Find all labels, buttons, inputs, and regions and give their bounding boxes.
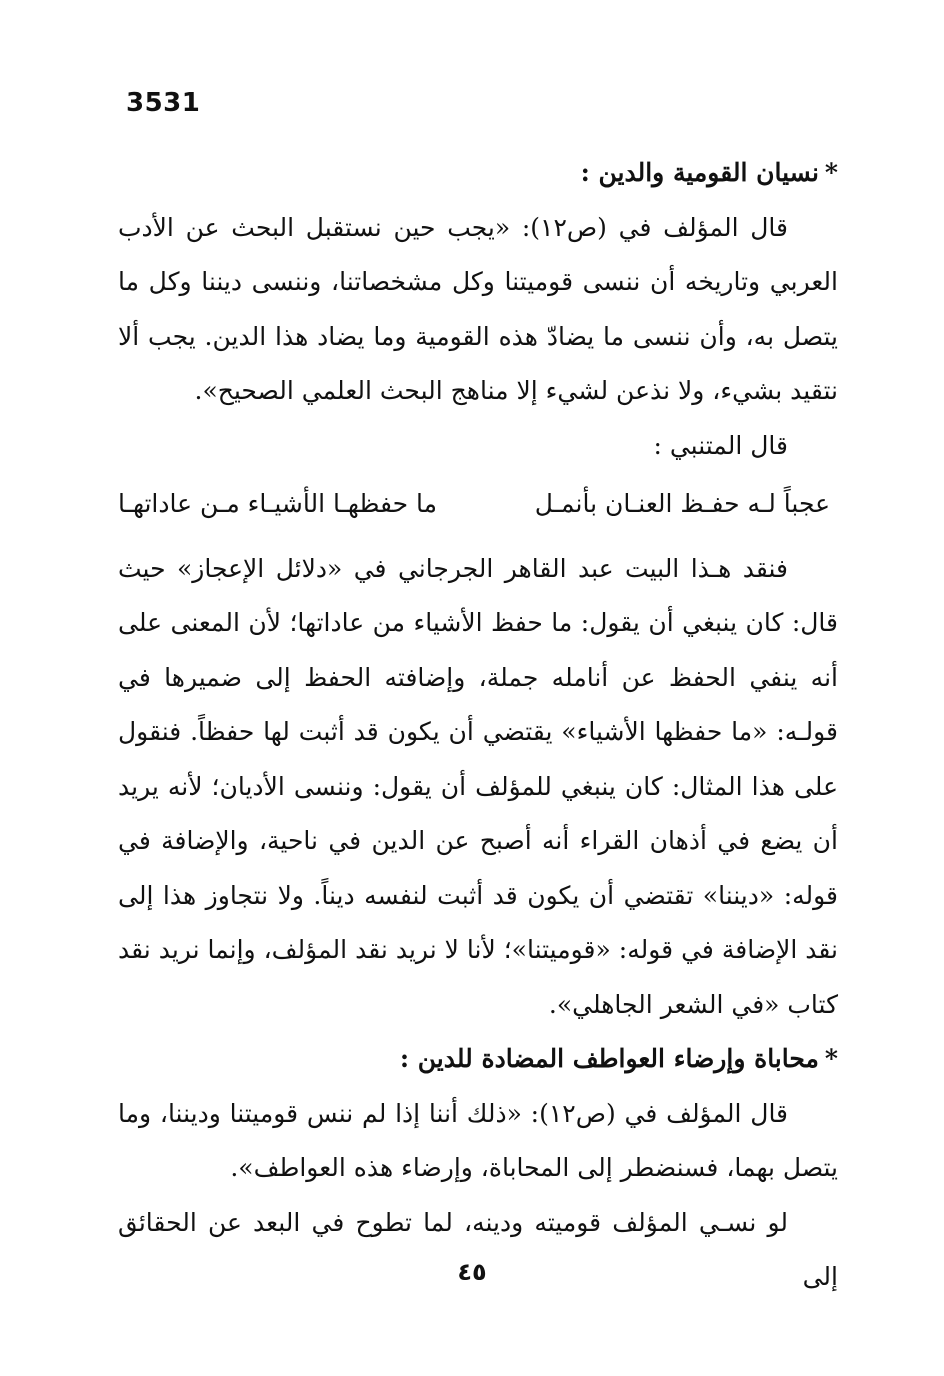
page-folio-number: ٤٥ xyxy=(457,1258,487,1286)
page-code: 3531 xyxy=(126,88,201,118)
asterisk-bullet-icon: * xyxy=(824,1044,838,1073)
paragraph-jurjani-critique: فنقد هـذا البيت عبد القاهر الجرجاني في «دلائل الإعجاز» حيث قال: كان ينبغي أن يقول: ما حفظ الأشياء من عاداتها؛ لأن المعنى على أنه ينفي الحفظ عن أنامله جملة، وإضافته الحفظ إلى ضميرها في قولـه: «ما حفظها الأشياء» يقتضي أن يكون قد أثبت لها حفظاً. فنقول على هذا المثال: كان ينبغي للمؤلف أن يقول: وننسى الأديان؛ لأنه يريد أن يضع في أذهان القراء أنه أصبح عن الدين في ناحية، والإضافة في قوله: «ديننا» تقتضي أن يكون قد أثبت لنفسه ديناً. ولا نتجاوز هذا إلى نقد الإضافة في قوله: «قوميتنا»؛ لأنا لا نريد نقد المؤلف، وإنما نريد نقد كتاب «في الشعر الجاهلي». xyxy=(118,553,838,1019)
paragraph-quote-author-2: قال المؤلف في (ص١٢): «ذلك أننا إذا لم ننس قوميتنا وديننا، وما يتصل بهما، فسنضطر إلى المحاباة، وإرضاء هذه العواطف». xyxy=(118,1098,838,1182)
section-heading-text: نسيان القومية والدين : xyxy=(580,158,819,187)
poetry-verse xyxy=(118,477,838,532)
asterisk-bullet-icon: * xyxy=(824,158,838,187)
paragraph-response: لو نسـي المؤلف قوميته ودينه، لما تطوح في البعد عن الحقائق إلى xyxy=(118,1207,838,1291)
paragraph-mutanabbi-intro: قال المتنبي : xyxy=(653,430,788,460)
paragraph-quote-author: قال المؤلف في (ص١٢): «يجب حين نستقبل البحث عن الأدب العربي وتاريخه أن ننسى قوميتنا وكل مشخصاتنا، وننسى ديننا وكل ما يتصل به، وأن ننسى ما يضادّ هذه القومية وما يضاد هذا الدين. يجب ألا نتقيد بشيء، ولا نذعن لشيء إلا مناهج البحث العلمي الصحيح». xyxy=(118,212,838,405)
verse-first-hemistich: عجباً لـه حفـظ العنـان بأنمـل xyxy=(534,489,830,518)
section-heading-text: محاباة وإرضاء العواطف المضادة للدين : xyxy=(399,1044,819,1073)
section-heading-forgetting xyxy=(118,146,838,201)
page-body xyxy=(118,146,838,1305)
verse-second-hemistich: ما حفظهـا الأشيـاء مـن عاداتهـا xyxy=(118,489,438,518)
section-heading-favoritism xyxy=(118,1032,838,1087)
